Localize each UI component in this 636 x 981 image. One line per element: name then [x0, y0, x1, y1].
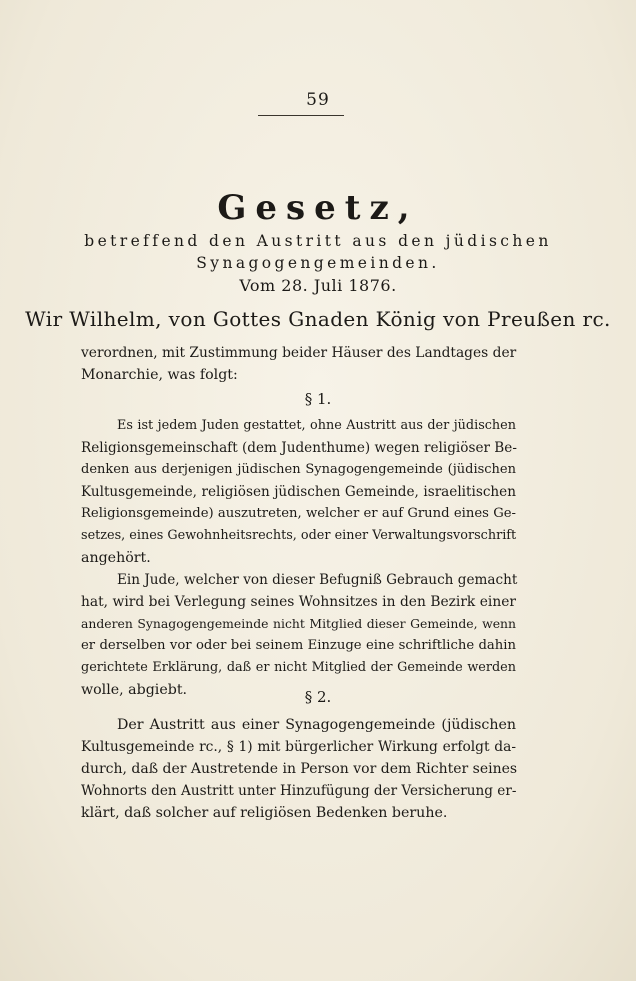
section-1-line: hat, wird bei Verlegung seines Wohnsitzes in den Bezirk einer	[81, 594, 516, 610]
section-1-heading: § 1.	[304, 390, 332, 408]
section-1-line: Es ist jedem Juden gestattet, ohne Austritt aus der jüdischen	[117, 418, 516, 433]
page-number-rule	[258, 115, 344, 116]
section-1-line: gerichtete Erklärung, daß er nicht Mitglied der Gemeinde werden	[81, 660, 516, 675]
subtitle-line-2: Synagogengemeinden.	[196, 254, 440, 272]
section-1-line: er derselben vor oder bei seinem Einzuge eine schriftliche dahin	[81, 638, 516, 653]
preamble: Wir Wilhelm, von Gottes Gnaden König von Preußen rc.	[25, 307, 611, 331]
law-date: Vom 28. Juli 1876.	[239, 276, 397, 295]
section-1-line: denken aus derjenigen jüdischen Synagogengemeinde (jüdischen	[81, 462, 516, 477]
section-1-line: Ein Jude, welcher von dieser Befugniß Gebrauch gemacht	[117, 572, 518, 588]
section-1-line: Religionsgemeinde) auszutreten, welcher er auf Grund eines Ge-	[81, 506, 516, 521]
section-1-line: angehört.	[81, 550, 151, 566]
section-1-line: Kultusgemeinde, religiösen jüdischen Gemeinde, israelitischen	[81, 484, 516, 500]
section-1-line: anderen Synagogengemeinde nicht Mitglied dieser Gemeinde, wenn	[81, 616, 516, 631]
law-title: Gesetz,	[217, 188, 419, 228]
section-2-line: Wohnorts den Austritt unter Hinzufügung der Versicherung er-	[81, 783, 517, 799]
section-1-line: wolle, abgiebt.	[81, 682, 188, 698]
subtitle-line-1: betreffend den Austritt aus den jüdischen	[84, 232, 552, 250]
intro-line: Monarchie, was folgt:	[81, 367, 238, 383]
section-2-heading: § 2.	[304, 688, 332, 706]
page-number: 59	[306, 90, 330, 110]
section-1-line: setzes, eines Gewohnheitsrechts, oder einer Verwaltungsvorschrift	[81, 528, 517, 543]
section-2-line: Der Austritt aus einer Synagogengemeinde (jüdischen	[117, 717, 516, 733]
section-2-line: Kultusgemeinde rc., § 1) mit bürgerlicher Wirkung erfolgt da-	[81, 739, 516, 755]
section-2-line: durch, daß der Austretende in Person vor dem Richter seines	[81, 761, 518, 777]
intro-line: verordnen, mit Zustimmung beider Häuser des Landtages der	[81, 345, 517, 361]
section-1-line: Religionsgemeinschaft (dem Judenthume) wegen religiöser Be-	[81, 440, 517, 456]
section-2-line: klärt, daß solcher auf religiösen Bedenken beruhe.	[81, 805, 448, 821]
